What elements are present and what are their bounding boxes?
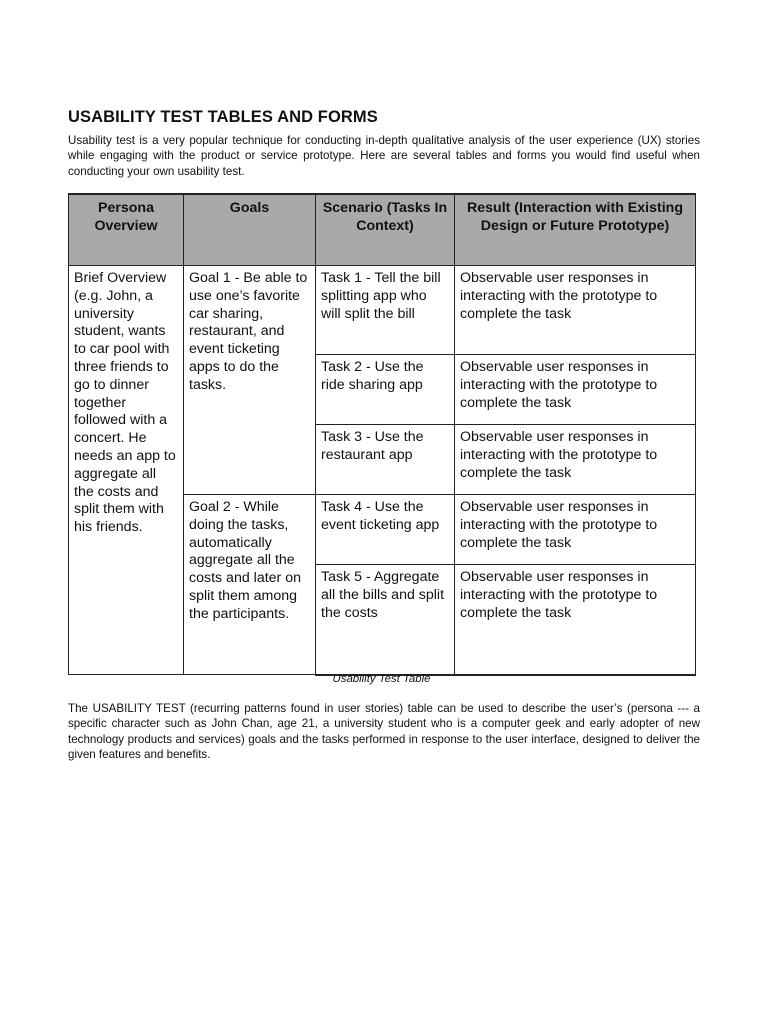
intro-paragraph: Usability test is a very popular technique for conducting in-depth qualitative analysis of the user experience (UX) stories while engaging with the product or service prototype. Here are several tables and forms you would find useful when conducting your own usability test. [68, 134, 700, 178]
result-cell: Observable user responses in interacting with the prototype to complete the task [455, 565, 696, 675]
result-cell: Observable user responses in interacting with the prototype to complete the task [455, 355, 696, 425]
task-cell: Task 5 - Aggregate all the bills and split the costs [316, 565, 455, 675]
table-header-row [69, 194, 696, 266]
header-goals: Goals [184, 194, 316, 266]
result-cell: Observable user responses in interacting with the prototype to complete the task [455, 495, 696, 565]
usability-test-table [68, 193, 696, 676]
goal-cell: Goal 1 - Be able to use one’s favorite car sharing, restaurant, and event ticketing apps to do the tasks. [184, 266, 316, 495]
result-cell: Observable user responses in interacting with the prototype to complete the task [455, 425, 696, 495]
table-caption: Usability Test Table [332, 673, 431, 685]
header-result: Result (Interaction with Existing Design or Future Prototype) [455, 194, 696, 266]
result-cell: Observable user responses in interacting with the prototype to complete the task [455, 266, 696, 355]
task-cell: Task 1 - Tell the bill splitting app who will split the bill [316, 266, 455, 355]
persona-cell: Brief Overview (e.g. John, a university student, wants to car pool with three friends to go to dinner together followed with a concert. He needs an app to aggregate all the costs and split them with his friends. [69, 266, 184, 675]
outro-paragraph: The USABILITY TEST (recurring patterns found in user stories) table can be used to describe the user’s (persona --- a specific character such as John Chan, age 21, a university student who is a computer geek and early adopter of new technology products and services) goals and the tasks performed in response to the user interface, designed to deliver the given features and benefits. [68, 702, 700, 762]
task-cell: Task 3 - Use the restaurant app [316, 425, 455, 495]
goal-cell: Goal 2 - While doing the tasks, automatically aggregate all the costs and later on split them among the participants. [184, 495, 316, 675]
task-cell: Task 4 - Use the event ticketing app [316, 495, 455, 565]
header-scenario: Scenario (Tasks In Context) [316, 194, 455, 266]
page-title: USABILITY TEST TABLES AND FORMS [68, 108, 378, 126]
task-cell: Task 2 - Use the ride sharing app [316, 355, 455, 425]
header-persona-overview: Persona Overview [69, 194, 184, 266]
table-row [69, 266, 696, 355]
